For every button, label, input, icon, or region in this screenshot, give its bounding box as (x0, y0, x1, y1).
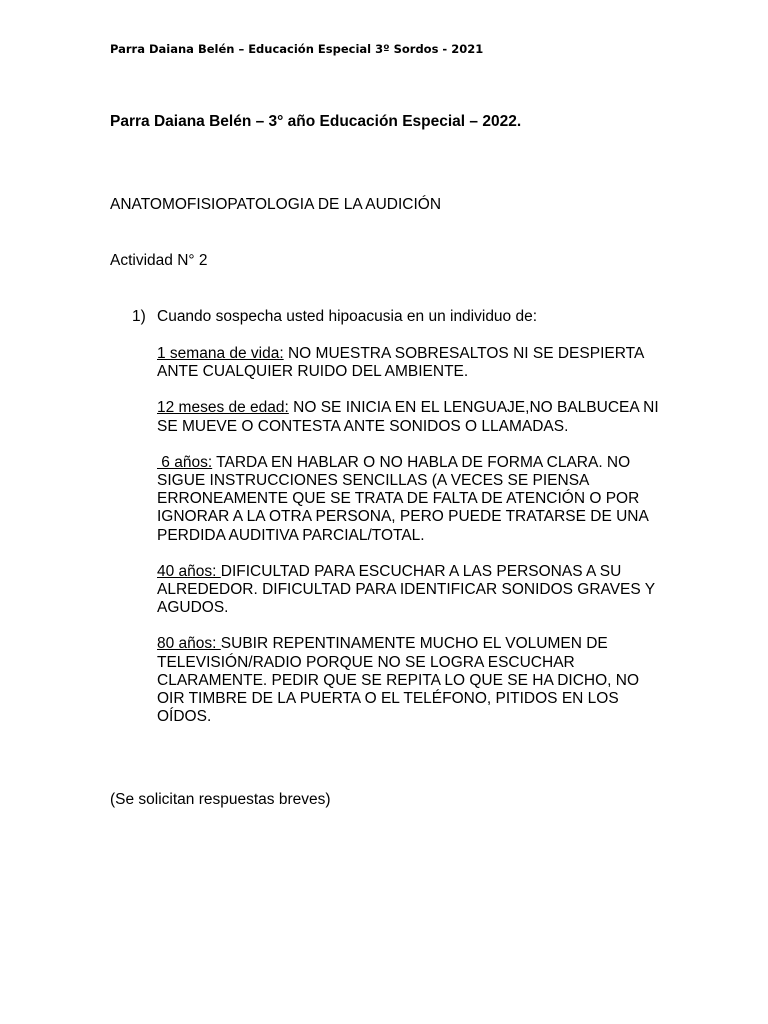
subject-heading: ANATOMOFISIOPATOLOGIA DE LA AUDICIÓN (110, 196, 442, 213)
document-title: Parra Daiana Belén – 3° año Educación Especial – 2022. (110, 113, 522, 130)
answer-item (157, 454, 667, 545)
answer-age-label: 6 años: (157, 453, 213, 471)
answer-list (157, 345, 667, 744)
footnote: (Se solicitan respuestas breves) (110, 791, 331, 808)
page-header: Parra Daiana Belén – Educación Especial 3º Sordos - 2021 (110, 42, 484, 56)
answer-text: SUBIR REPENTINAMENTE MUCHO EL VOLUMEN DE TELEVISIÓN/RADIO PORQUE NO SE LOGRA ESCUCHAR CLARAMENTE. PEDIR QUE SE REPITA LO QUE SE HA DICHO, NO OIR TIMBRE DE LA PUERTA O EL TELÉFONO, PITIDOS EN LOS OÍDOS. (157, 635, 640, 726)
answer-text: DIFICULTAD PARA ESCUCHAR A LAS PERSONAS A SU ALREDEDOR. DIFICULTAD PARA IDENTIFICAR SONIDOS GRAVES Y AGUDOS. (157, 562, 655, 617)
activity-heading: Actividad N° 2 (110, 252, 208, 269)
answer-text: NO SE INICIA EN EL LENGUAJE,NO BALBUCEA NI SE MUEVE O CONTESTA ANTE SONIDOS O LLAMADAS. (157, 399, 659, 435)
answer-text: NO MUESTRA SOBRESALTOS NI SE DESPIERTA ANTE CUALQUIER RUIDO DEL AMBIENTE. (157, 345, 644, 381)
answer-item (157, 563, 667, 618)
answer-text: TARDA EN HABLAR O NO HABLA DE FORMA CLARA. NO SIGUE INSTRUCCIONES SENCILLAS (A VECES SE PIENSA ERRONEAMENTE QUE SE TRATA DE FALTA DE ATENCIÓN O POR IGNORAR A LA OTRA PERSONA, PERO PUEDE TRATARSE DE UNA PERDIDA AUDITIVA PARCIAL/TOTAL. (157, 453, 648, 544)
answer-item (157, 635, 667, 726)
answer-item (157, 345, 667, 381)
answer-item (157, 399, 667, 435)
answer-age-label: 80 años: (157, 635, 221, 653)
question-text: Cuando sospecha usted hipoacusia en un individuo de: (157, 308, 538, 325)
question-number: 1) (132, 308, 146, 325)
answer-age-label: 12 meses de edad: (157, 399, 289, 417)
answer-age-label: 40 años: (157, 562, 221, 580)
answer-age-label: 1 semana de vida: (157, 345, 284, 362)
